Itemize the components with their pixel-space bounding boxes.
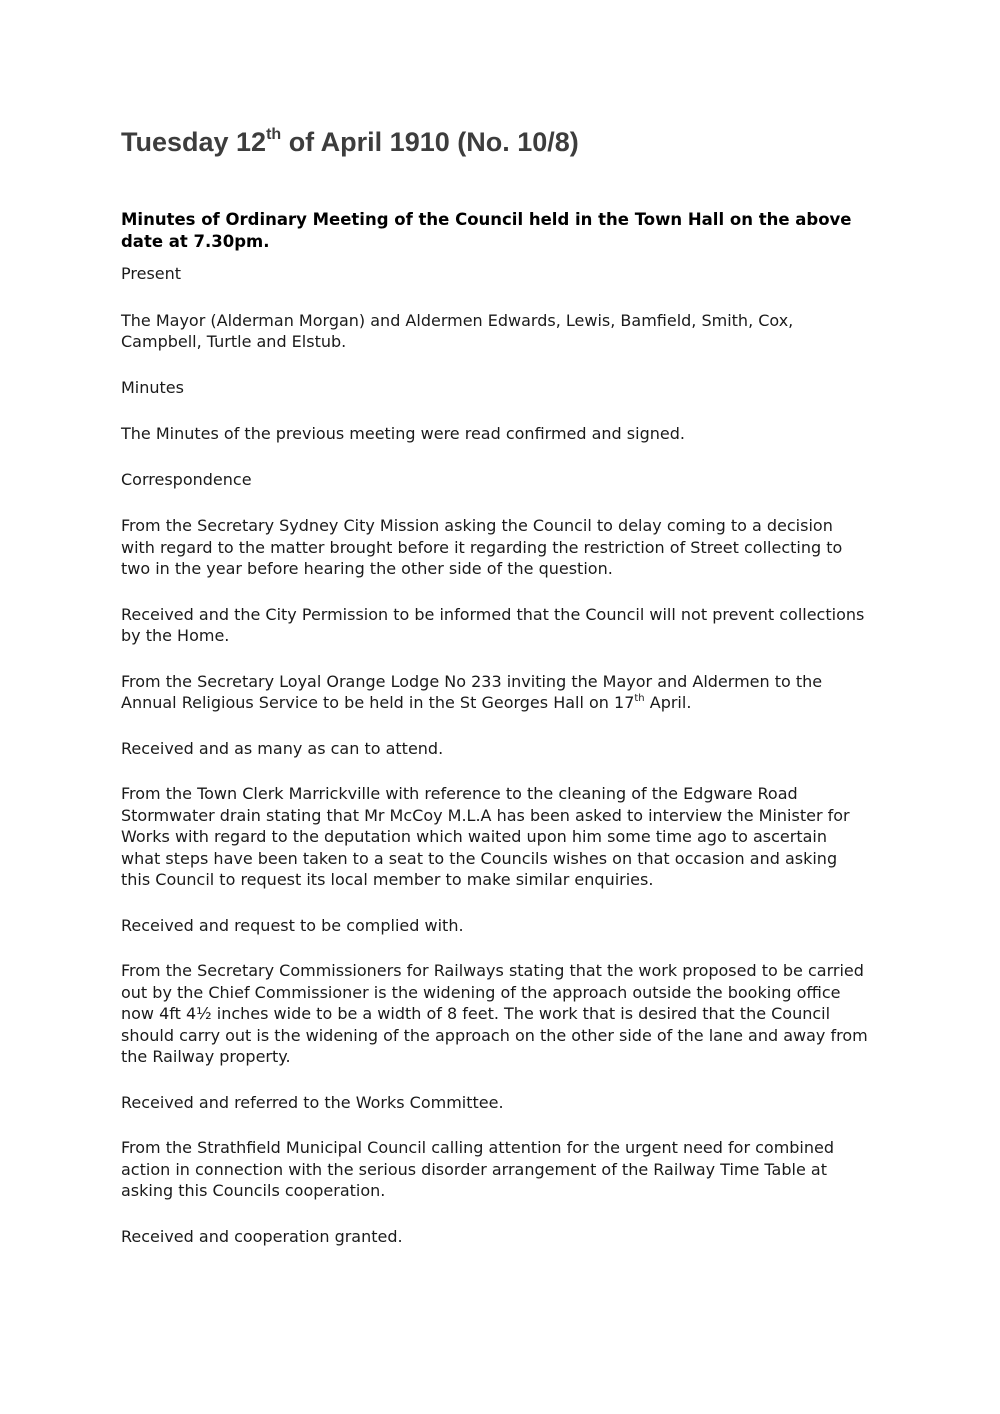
correspondence-response-3: Received and request to be complied with.: [121, 915, 464, 935]
correspondence-response-2: Received and as many as can to attend.: [121, 738, 444, 758]
minutes-text: The Minutes of the previous meeting were read confirmed and signed.: [121, 424, 685, 443]
present-text: The Mayor (Alderman Morgan) and Aldermen Edwards, Lewis, Bamfield, Smith, Cox, Campbell, Turtle and Elstub.: [121, 310, 794, 351]
correspondence-item-2-text: From the Secretary Loyal Orange Lodge No 233 inviting the Mayor and Aldermen to the Annual Religious Service to be held in the St Georges Hall on 17: [121, 671, 823, 712]
correspondence-item-2: [121, 671, 871, 714]
correspondence-response-4: Received and referred to the Works Committee.: [121, 1092, 504, 1112]
title-superscript: th: [266, 126, 282, 143]
correspondence-item-1: From the Secretary Sydney City Mission asking the Council to delay coming to a decision with regard to the matter brought before it regarding the restriction of Street collecting to two in the year before hearing the other side of the question.: [121, 516, 843, 578]
correspondence-item-4: From the Secretary Commissioners for Railways stating that the work proposed to be carried out by the Chief Commissioner is the widening of the approach outside the booking office now 4ft 4½ inches wide to be a width of 8 feet. The work that is desired that the Council should carry out is the widening of the approach on the other side of the lane and away from the Railway property.: [121, 961, 868, 1066]
correspondence-response-1: Received and the City Permission to be informed that the Council will not prevent collections by the Home.: [121, 604, 865, 645]
correspondence-heading: Correspondence: [121, 469, 252, 489]
meeting-subtitle: Minutes of Ordinary Meeting of the Council held in the Town Hall on the above date at 7.30pm.: [121, 210, 852, 251]
title-suffix: of April 1910 (No. 10/8): [281, 127, 579, 157]
correspondence-item-3: From the Town Clerk Marrickville with reference to the cleaning of the Edgware Road Stormwater drain stating that Mr McCoy M.L.A has been asked to interview the Minister for Works with regard to the deputation which waited upon him some time ago to ascertain what steps have been taken to a seat to the Councils wishes on that occasion and asking this Council to request its local member to make similar enquiries.: [121, 784, 850, 889]
present-heading: Present: [121, 264, 182, 283]
correspondence-item-2-suffix: April.: [644, 693, 692, 712]
title-prefix: Tuesday 12: [121, 127, 267, 157]
minutes-heading: Minutes: [121, 377, 184, 397]
correspondence-item-2-superscript: th: [634, 693, 645, 704]
document-page: [121, 120, 871, 1247]
correspondence-response-5: Received and cooperation granted.: [121, 1226, 403, 1246]
correspondence-item-5: From the Strathfield Municipal Council calling attention for the urgent need for combined action in connection with the serious disorder arrangement of the Railway Time Table at asking this Councils cooperation.: [121, 1138, 835, 1200]
page-title: [121, 120, 871, 164]
